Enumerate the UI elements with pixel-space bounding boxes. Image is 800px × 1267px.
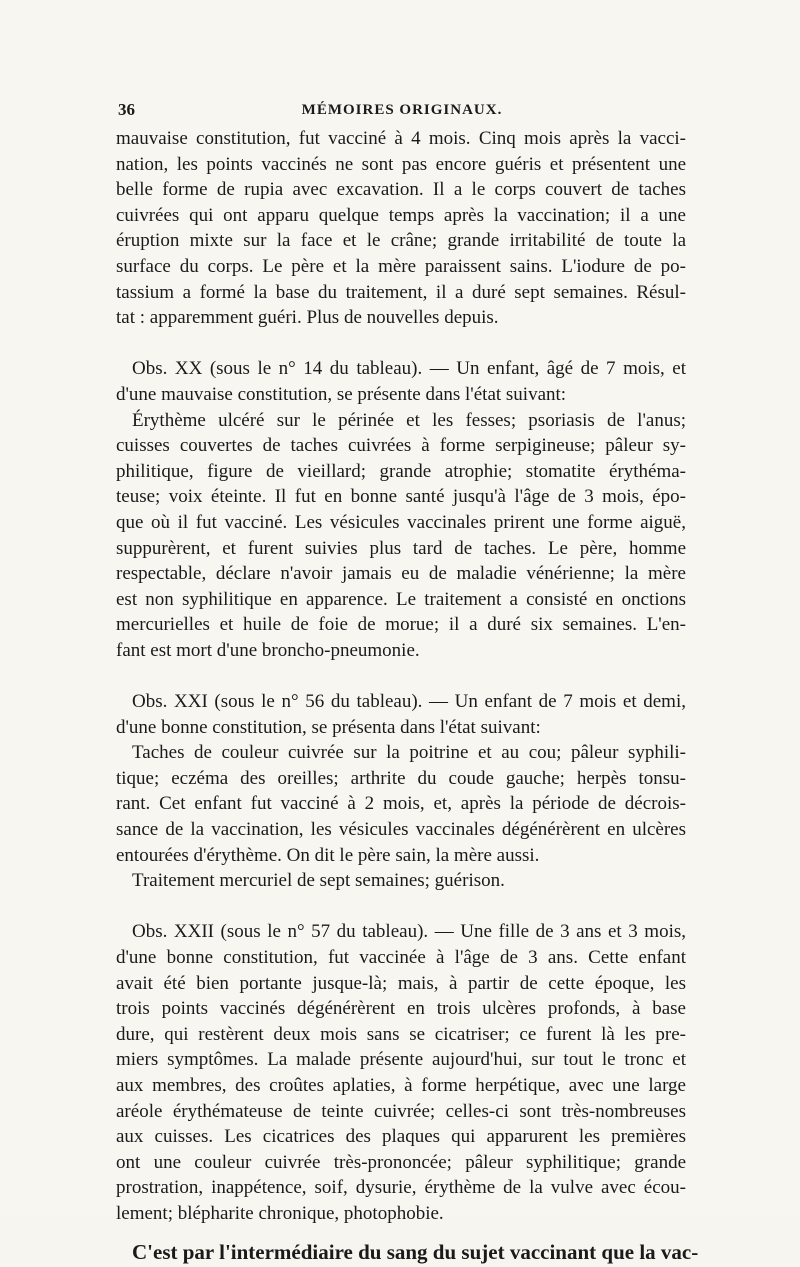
paragraph-gap [116, 1227, 686, 1237]
text-line: Obs. XXII (sous le n° 57 du tableau). — Une fille de 3 ans et 3 mois, [132, 921, 686, 943]
text-line: ont une couleur cuivrée très-prononcée; pâleur syphilitique; grande [116, 1151, 686, 1173]
text-line: Taches de couleur cuivrée sur la poitrine et au cou; pâleur syphili- [132, 742, 686, 764]
text-line: que où il fut vacciné. Les vésicules vaccinales prirent une forme aiguë, [116, 511, 686, 533]
text-line: lement; blépharite chronique, photophobie. [116, 1202, 444, 1224]
text-line: aréole érythémateuse de teinte cuivrée; celles-ci sont très-nombreuses [116, 1100, 686, 1122]
text-line: cuisses couvertes de taches cuivrées à forme serpigineuse; pâleur sy- [116, 435, 686, 457]
text-line: C'est par l'intermédiaire du sang du sujet vaccinant que la vac- [132, 1239, 699, 1264]
text-line: belle forme de rupia avec excavation. Il a le corps couvert de taches [116, 179, 686, 201]
text-line: éruption mixte sur la face et le crâne; grande irritabilité de toute la [116, 230, 686, 252]
text-line: entourées d'érythème. On dit le père sain, la mère aussi. [116, 844, 540, 866]
concluding-paragraph [116, 1237, 699, 1267]
paragraph-gap [116, 663, 686, 689]
text-line: aux cuisses. Les cicatrices des plaques qui apparurent les premières [116, 1126, 686, 1148]
body-text [116, 126, 699, 1267]
text-line: d'une mauvaise constitution, se présente dans l'état suivant: [116, 383, 567, 405]
running-head [118, 100, 686, 122]
text-line: sance de la vaccination, les vésicules vaccinales dégénérèrent en ulcères [116, 819, 686, 841]
observation-xx [116, 356, 686, 663]
text-line: d'une bonne constitution, se présenta dans l'état suivant: [116, 716, 541, 738]
text-line: miers symptômes. La malade présente aujourd'hui, sur tout le tronc et [116, 1049, 686, 1071]
text-line: Traitement mercuriel de sept semaines; guérison. [132, 870, 505, 892]
text-line: tat : apparemment guéri. Plus de nouvelles depuis. [116, 307, 499, 329]
text-line: Obs. XX (sous le n° 14 du tableau). — Un enfant, âgé de 7 mois, et [132, 358, 686, 380]
text-line: Érythème ulcéré sur le périnée et les fesses; psoriasis de l'anus; [132, 409, 686, 431]
text-line: teuse; voix éteinte. Il fut en bonne santé jusqu'à l'âge de 3 mois, épo- [116, 486, 686, 508]
text-line: prostration, inappétence, soif, dysurie, érythème de la vulve avec écou- [116, 1177, 686, 1199]
text-line: aux membres, des croûtes aplaties, à forme herpétique, avec une large [116, 1074, 686, 1096]
text-line: respectable, déclare n'avoir jamais eu de maladie vénérienne; la mère [116, 563, 686, 585]
text-line: surface du corps. Le père et la mère paraissent sains. L'iodure de po- [116, 255, 686, 277]
text-line: est non syphilitique en apparence. Le traitement a consisté en onctions [116, 588, 686, 610]
text-line: trois points vaccinés dégénérèrent en trois ulcères profonds, à base [116, 998, 686, 1020]
page-number: 36 [118, 100, 135, 119]
text-line: d'une bonne constitution, fut vaccinée à l'âge de 3 ans. Cette enfant [116, 947, 686, 968]
text-line: fant est mort d'une broncho-pneumonie. [116, 639, 420, 661]
text-line: mercurielles et huile de foie de morue; il a duré six semaines. L'en- [116, 614, 686, 636]
text-line: dure, qui restèrent deux mois sans se cicatriser; ce furent là les pre- [116, 1023, 686, 1045]
observation-xxii [116, 919, 686, 1226]
text-line: avait été bien portante jusque-là; mais, à partir de cette époque, les [116, 972, 686, 994]
paragraph-gap [116, 894, 686, 920]
text-line: philitique, figure de vieillard; grande atrophie; stomatite érythéma- [116, 460, 686, 482]
text-line: tique; eczéma des oreilles; arthrite du coude gauche; herpès tonsu- [116, 767, 686, 789]
paragraph-gap [116, 331, 686, 357]
text-line: cuivrées qui ont apparu quelque temps après la vaccination; il a une [116, 204, 686, 226]
text-line: tassium a formé la base du traitement, il a duré sept semaines. Résul- [116, 281, 686, 303]
text-line: suppurèrent, et furent suivies plus tard de taches. Le père, homme [116, 537, 686, 559]
text-line: rant. Cet enfant fut vacciné à 2 mois, et, après la période de décrois- [116, 793, 686, 815]
paragraph-continuation [116, 126, 686, 331]
running-title: MÉMOIRES ORIGINAUX. [301, 102, 503, 118]
text-line: nation, les points vaccinés ne sont pas encore guéris et présentent une [116, 153, 686, 175]
text-line: mauvaise constitution, fut vacciné à 4 mois. Cinq mois après la vacci- [116, 128, 686, 149]
text-line: Obs. XXI (sous le n° 56 du tableau). — Un enfant de 7 mois et demi, [132, 691, 686, 713]
observation-xxi [116, 689, 686, 894]
